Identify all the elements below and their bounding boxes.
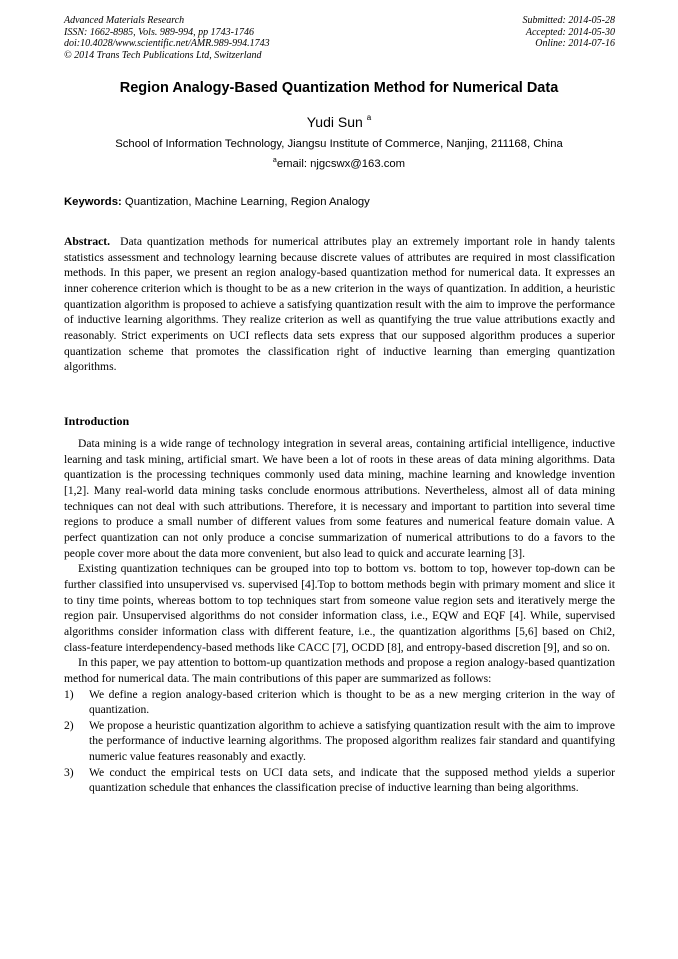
list-item-text: We define a region analogy-based criterion which is thought to be as a new merging criterion in the way of quantization. bbox=[89, 687, 615, 717]
affiliation: School of Information Technology, Jiangsu Institute of Commerce, Nanjing, 211168, China bbox=[115, 138, 563, 150]
list-item-text: We conduct the empirical tests on UCI data sets, and indicate that the supposed method yields a superior quantization schedule that enhances the classification precise of inductive learning than being algorithms. bbox=[89, 765, 615, 795]
author-line bbox=[0, 114, 678, 130]
date-online: Online: 2014-07-16 bbox=[535, 38, 615, 50]
journal-info bbox=[64, 15, 270, 61]
email-address: email: njgcswx@163.com bbox=[276, 158, 406, 170]
contribution-list bbox=[64, 687, 615, 797]
keywords-text: Quantization, Machine Learning, Region Analogy bbox=[124, 196, 370, 208]
date-accepted: Accepted: 2014-05-30 bbox=[525, 26, 615, 38]
email-line bbox=[0, 158, 678, 170]
abstract-text: Data quantization methods for numerical attributes play an extremely important role in handy talents statistics assessment and technology learning because discrete values of attributes are required in most classification methods. In this paper, we present an region analogy-based quantization method for numerical data. It expresses an inner coherence criterion which is thought to be as a new criterion in the ways of quantization. In addition, a heuristic quantization algorithm is proposed to achieve a satisfying quantization result with the aim to improve the performance of inductive learning algorithms. They realize criterion as well as quantifying the true value attributions exactly and reasonably. Strict experiments on UCI reflects data sets express that our supposed algorithm produces a superior quantization scheme that promotes the classification right of inductive learning than emerging quantization algorithms. bbox=[64, 235, 616, 374]
journal-name: Advanced Materials Research bbox=[64, 15, 185, 26]
date-submitted: Submitted: 2014-05-28 bbox=[522, 15, 615, 26]
introduction-body bbox=[64, 436, 615, 796]
list-item bbox=[64, 718, 615, 765]
intro-paragraph: Data mining is a wide range of technology integration in several areas, containing artificial intelligence, inductive learning and task mining, artificial smart. We have been a lot of roots in these areas of data mining algorithms. Data quantization is the processing techniques commonly used data mining, machine learning and knowledge invention [1,2]. Many real-world data mining tasks conclude enormous attributions. Nevertheless, almost all of data mining techniques can not deal with such attributions. Therefore, it is necessary and important to partition into several time regions to produce a small number of different values from some features and numerical feature domain value. A perfect quantization can not only produce a concise summarization of numerical attributions to do a favors to the people cover more about the data more convenient, but also lead to quick and accurate learning [3]. bbox=[64, 437, 615, 560]
email-affiliation-mark: a bbox=[272, 157, 277, 164]
journal-doi: doi:10.4028/www.scientific.net/AMR.989-994.1743 bbox=[64, 38, 270, 50]
abstract-label: Abstract. bbox=[64, 235, 111, 248]
list-item-number: 2) bbox=[64, 718, 74, 732]
paper-title: Region Analogy-Based Quantization Method for Numerical Data bbox=[119, 80, 559, 96]
intro-paragraph: Existing quantization techniques can be grouped into top to bottom vs. bottom to top, however top-down can be further classified into unsupervised vs. supervised [4].Top to bottom methods begin with primary moment and slice it to tiny time points, whereas bottom to top techniques start from someone value region sets and iteratively merge the region pair. Unsupervised algorithms do not consider information class, i.e., EQW and EQF [4]. While, supervised algorithms consider information class with different feature, i.e., the quantization algorithms [5,6] based on Chi2, class-feature interdependency-based methods like CACC [7], OCDD [8], and entropy-based discretion [9], and so on. bbox=[64, 562, 615, 654]
list-item-text: We propose a heuristic quantization algorithm to achieve a satisfying quantization result with the aim to improve the performance of inductive learning algorithms. The proposed algorithm realizes fair standard and quantifying numeric value features reasonably and exactly. bbox=[89, 718, 615, 764]
list-item bbox=[64, 765, 615, 796]
journal-copyright: © 2014 Trans Tech Publications Ltd, Switzerland bbox=[64, 49, 262, 61]
keywords bbox=[64, 196, 615, 208]
keywords-label: Keywords: bbox=[64, 196, 122, 208]
list-item bbox=[64, 687, 615, 718]
author-affiliation-mark: a bbox=[366, 113, 372, 122]
journal-issn: ISSN: 1662-8985, Vols. 989-994, pp 1743-1746 bbox=[64, 26, 254, 38]
author-name: Yudi Sun bbox=[306, 114, 363, 130]
abstract bbox=[64, 234, 615, 375]
section-heading-introduction: Introduction bbox=[64, 414, 130, 428]
list-item-number: 1) bbox=[64, 687, 74, 701]
list-item-number: 3) bbox=[64, 765, 74, 779]
publication-dates bbox=[523, 15, 616, 50]
journal-header bbox=[64, 15, 615, 61]
intro-paragraph: In this paper, we pay attention to bottom-up quantization methods and propose a region analogy-based quantization method for numerical data. The main contributions of this paper are summarized as follows: bbox=[64, 656, 615, 685]
